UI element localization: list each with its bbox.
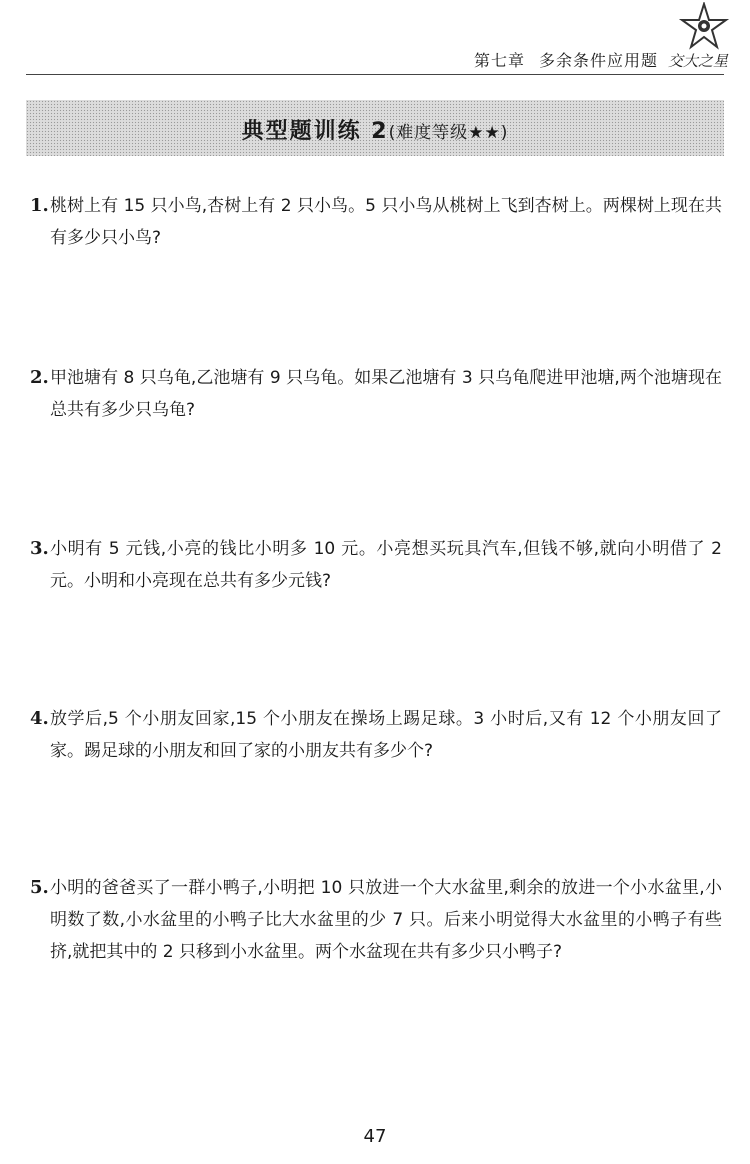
problem-number: 2. xyxy=(30,367,49,388)
problem-number: 1. xyxy=(30,195,49,216)
problem-2 xyxy=(30,362,722,426)
section-label: 多余条件应用题 xyxy=(538,51,658,70)
section-title-band xyxy=(26,100,724,156)
page-number: 47 xyxy=(363,1126,387,1147)
star-logo-icon xyxy=(674,2,730,52)
running-header xyxy=(0,48,658,71)
problem-text: 甲池塘有 8 只乌龟,乙池塘有 9 只乌龟。如果乙池塘有 3 只乌龟爬进甲池塘,两个池塘现在总共有多少只乌龟? xyxy=(50,368,722,420)
header-divider xyxy=(26,74,724,75)
problem-5 xyxy=(30,872,722,968)
difficulty-label: (难度等级★★) xyxy=(388,123,509,143)
problem-1 xyxy=(30,190,722,254)
chapter-label: 第七章 xyxy=(473,51,525,70)
problem-number: 4. xyxy=(30,708,49,729)
problem-number: 5. xyxy=(30,877,49,898)
problem-text: 桃树上有 15 只小鸟,杏树上有 2 只小鸟。5 只小鸟从桃树上飞到杏树上。两棵树上现在共有多少只小鸟? xyxy=(50,196,722,248)
problem-4 xyxy=(30,703,722,767)
section-title xyxy=(26,114,724,145)
section-title-main: 典型题训练 2 xyxy=(241,119,389,144)
problem-text: 放学后,5 个小朋友回家,15 个小朋友在操场上踢足球。3 小时后,又有 12 个小朋友回了家。踢足球的小朋友和回了家的小朋友共有多少个? xyxy=(50,709,722,761)
problem-text: 小明的爸爸买了一群小鸭子,小明把 10 只放进一个大水盆里,剩余的放进一个小水盆里,小明数了数,小水盆里的小鸭子比大水盆里的少 7 只。后来小明觉得大水盆里的小鸭子有些挤,就把其中的 2 只移到小水盆里。两个水盆现在共有多少只小鸭子? xyxy=(50,878,722,962)
problem-number: 3. xyxy=(30,538,49,559)
brand-label: 交大之星 xyxy=(667,52,728,70)
problem-3 xyxy=(30,533,722,597)
problem-text: 小明有 5 元钱,小亮的钱比小明多 10 元。小亮想买玩具汽车,但钱不够,就向小明借了 2 元。小明和小亮现在总共有多少元钱? xyxy=(50,539,722,591)
